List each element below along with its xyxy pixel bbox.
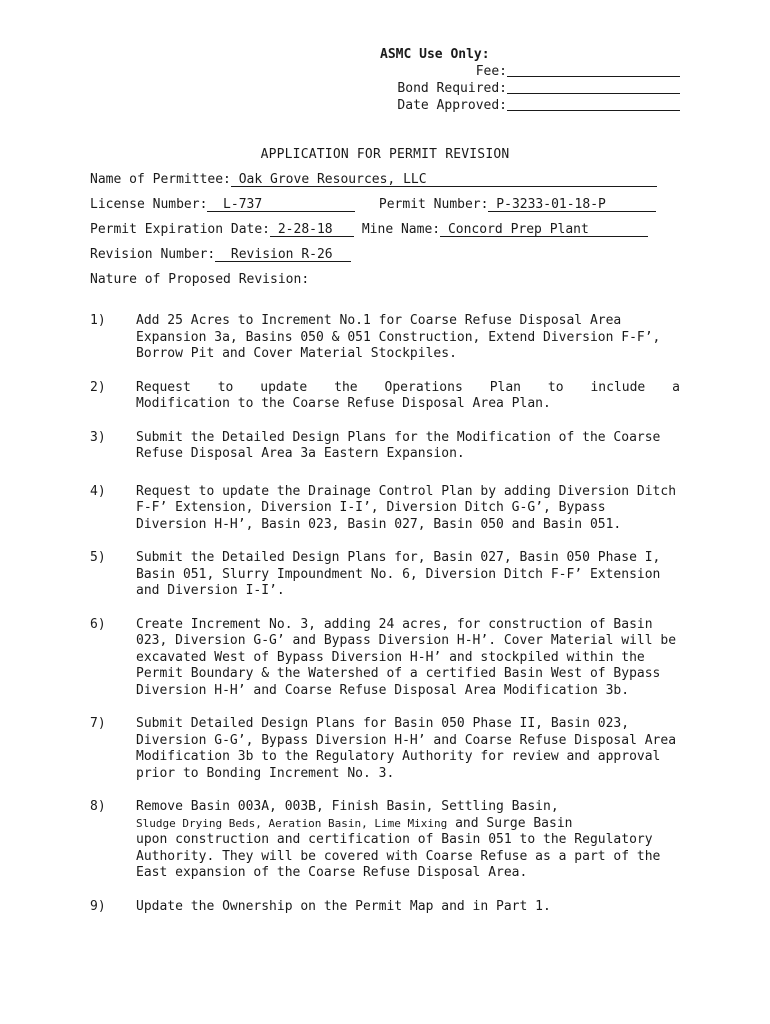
nature-label: Nature of Proposed Revision: xyxy=(90,272,310,287)
list-item: 5) Submit the Detailed Design Plans for, Basin 027, Basin 050 Phase I, Basin 051, Slurry Impoundment No. 6, Diversion Ditch F-F’ Extension and Diversion I-I’. xyxy=(90,550,661,598)
date-approved-row xyxy=(370,97,690,114)
fee-label: Fee: xyxy=(475,64,507,79)
expiration-row xyxy=(90,221,648,239)
mine-name-label: Mine Name: xyxy=(361,222,441,237)
revision-list xyxy=(90,313,690,915)
list-item: 1) Add 25 Acres to Increment No.1 for Coarse Refuse Disposal Area Expansion 3a, Basins 050 & 051 Construction, Extend Diversion F-F’, Borrow Pit and Cover Material Stockpiles. xyxy=(90,313,661,361)
asmc-title: ASMC Use Only: xyxy=(380,47,490,62)
expiration-field[interactable]: 2-28-18 xyxy=(270,221,354,237)
permittee-row xyxy=(90,171,657,189)
permittee-label: Name of Permittee: xyxy=(90,172,231,187)
license-label: License Number: xyxy=(90,197,208,212)
list-item: 2) Request to update the Operations Plan to include a Modification to the Coarse Refuse Disposal Area Plan. xyxy=(90,379,680,411)
list-item: 9) Update the Ownership on the Permit Map and in Part 1. xyxy=(90,898,551,914)
list-item: 3) Submit the Detailed Design Plans for the Modification of the Coarse Refuse Disposal Area 3a Eastern Expansion. xyxy=(90,429,661,461)
bond-required-field[interactable] xyxy=(507,80,680,94)
license-field[interactable]: L-737 xyxy=(207,196,355,212)
permit-number-label: Permit Number: xyxy=(378,197,489,212)
mine-name-field[interactable]: Concord Prep Plant xyxy=(440,221,648,237)
revision-number-field[interactable]: Revision R-26 xyxy=(215,246,351,262)
date-approved-label: Date Approved: xyxy=(397,98,507,113)
list-item: 4) Request to update the Drainage Control Plan by adding Diversion Ditch F-F’ Extension, Diversion I-I’, Diversion Ditch G-G’, Bypass Diversion H-H’, Basin 023, Basin 027, Basin 050 and Basin 051. xyxy=(90,483,677,532)
expiration-label: Permit Expiration Date: xyxy=(90,222,271,237)
fee-field[interactable] xyxy=(507,63,680,77)
asmc-use-only-box xyxy=(370,46,690,114)
revision-row xyxy=(90,246,351,264)
list-item: 8) Remove Basin 003A, 003B, Finish Basin, Settling Basin, Sludge Drying Beds, Aeration Basin, Lime Mixing and Surge Basin upon construction and certification of Basin 051 to the Regulatory Authority. They will be covered with Coarse Refuse as a part of the East expansion of the Coarse Refuse Disposal Area. xyxy=(90,799,661,880)
list-item: 6) Create Increment No. 3, adding 24 acres, for construction of Basin 023, Diversion G-G’ and Bypass Diversion H-H’. Cover Material will be excavated West of Bypass Diversion H-H’ and stockpiled within the Permit Boundary & the Watershed of a certified Basin West of Bypass Diversion H-H’ and Coarse Refuse Disposal Area Modification 3b. xyxy=(90,616,677,698)
bond-row xyxy=(370,80,690,97)
revision-number-label: Revision Number: xyxy=(90,247,216,262)
page-title: APPLICATION FOR PERMIT REVISION xyxy=(260,147,510,162)
permittee-field[interactable]: Oak Grove Resources, LLC xyxy=(231,171,657,187)
fee-row xyxy=(370,63,690,80)
bond-required-label: Bond Required: xyxy=(397,81,507,96)
date-approved-field[interactable] xyxy=(507,97,680,111)
license-row xyxy=(90,196,656,214)
list-item: 7) Submit Detailed Design Plans for Basin 050 Phase II, Basin 023, Diversion G-G’, Bypass Diversion H-H’ and Coarse Refuse Disposal Area Modification 3b to the Regulatory Authority for review and approval prior to Bonding Increment No. 3. xyxy=(90,716,677,781)
permit-number-field[interactable]: P-3233-01-18-P xyxy=(488,196,656,212)
